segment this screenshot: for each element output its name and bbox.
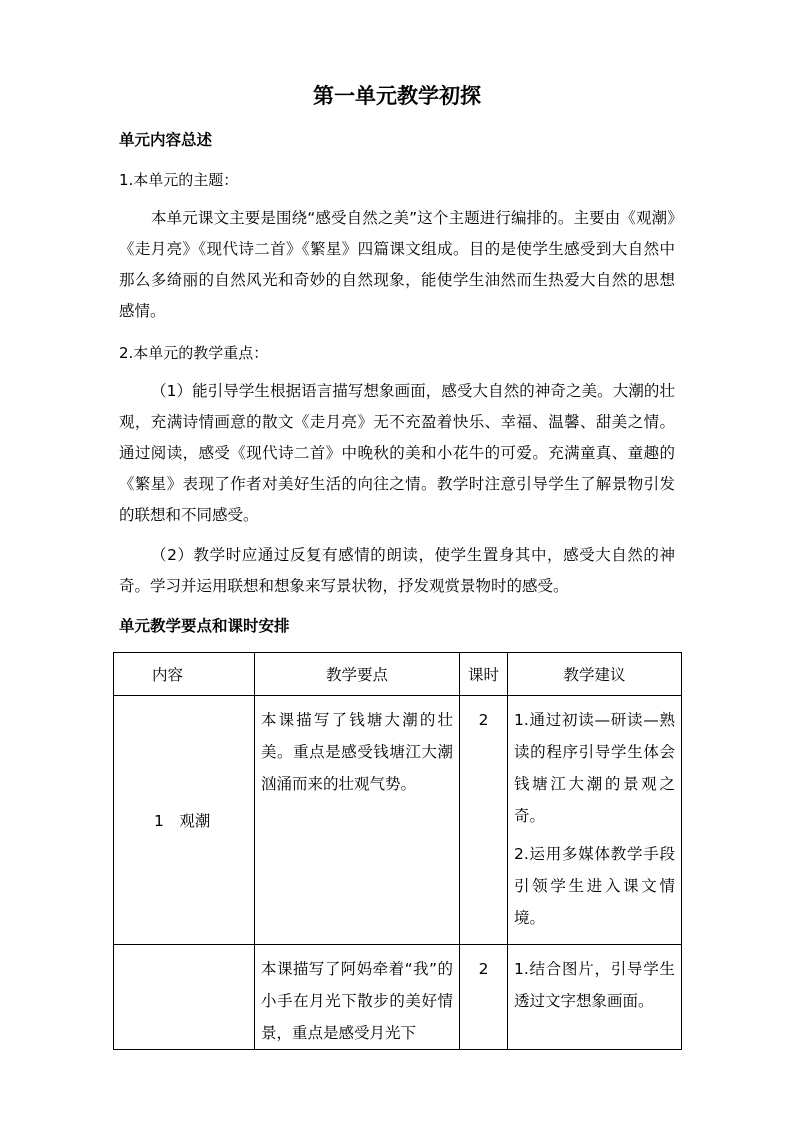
suggestion-item: 1.通过初读—研读—熟读的程序引导学生体会钱塘江大潮的景观之奇。 bbox=[514, 711, 675, 825]
table-row bbox=[114, 945, 682, 1050]
suggestion-item: 1.结合图片，引导学生透过文字想象画面。 bbox=[514, 960, 675, 1010]
document-title: 第一单元教学初探 bbox=[313, 83, 481, 108]
theme-paragraph: 本单元课文主要是围绕“感受自然之美”这个主题进行编排的。主要由《观潮》《走月亮》《现代诗二首》《繁星》四篇课文组成。目的是使学生感受到大自然中那么多绮丽的自然风光和奇妙的自然现象，能使学生油然而生热爱大自然的思想感情。 bbox=[119, 209, 675, 320]
key-points-paragraph-1: （1）能引导学生根据语言描写想象画面，感受大自然的神奇之美。大潮的壮观，充满诗情画意的散文《走月亮》无不充盈着快乐、幸福、温馨、甜美之情。通过阅读，感受《现代诗二首》中晚秋的美和小花牛的可爱。充满童真、童趣的《繁星》表现了作者对美好生活的向往之情。教学时注意引导学生了解景物引发的联想和不同感受。 bbox=[119, 382, 675, 524]
table-header-row bbox=[114, 653, 682, 696]
header-teaching-points: 教学要点 bbox=[255, 653, 460, 696]
suggestion-cell bbox=[508, 945, 682, 1050]
header-hours: 课时 bbox=[460, 653, 508, 696]
lesson-cell bbox=[114, 945, 255, 1050]
item-key-points-label: 2.本单元的教学重点： bbox=[119, 344, 269, 362]
suggestion-cell bbox=[508, 696, 682, 945]
teaching-points-cell: 本课描写了钱塘大潮的壮美。重点是感受钱塘江大潮汹涌而来的壮观气势。 bbox=[255, 696, 460, 945]
suggestion-item: 2.运用多媒体教学手段引领学生进入课文情境。 bbox=[514, 845, 675, 927]
table-row bbox=[114, 696, 682, 945]
lesson-name: 1 观潮 bbox=[154, 812, 211, 830]
lesson-cell bbox=[114, 696, 255, 945]
lesson-plan-table bbox=[113, 652, 682, 1050]
teaching-points-cell: 本课描写了阿妈牵着“我”的小手在月光下散步的美好情景，重点是感受月光下 bbox=[255, 945, 460, 1050]
section-heading-teaching-schedule: 单元教学要点和课时安排 bbox=[119, 617, 290, 635]
hours-cell: 2 bbox=[460, 945, 508, 1050]
section-heading-unit-overview: 单元内容总述 bbox=[119, 131, 213, 149]
header-content: 内容 bbox=[114, 653, 255, 696]
header-suggestions: 教学建议 bbox=[508, 653, 682, 696]
item-theme-label: 1.本单元的主题： bbox=[119, 171, 239, 189]
key-points-paragraph-2: （2）教学时应通过反复有感情的朗读，使学生置身其中，感受大自然的神奇。学习并运用联想和想象来写景状物，抒发观赏景物时的感受。 bbox=[119, 546, 675, 595]
hours-cell: 2 bbox=[460, 696, 508, 945]
